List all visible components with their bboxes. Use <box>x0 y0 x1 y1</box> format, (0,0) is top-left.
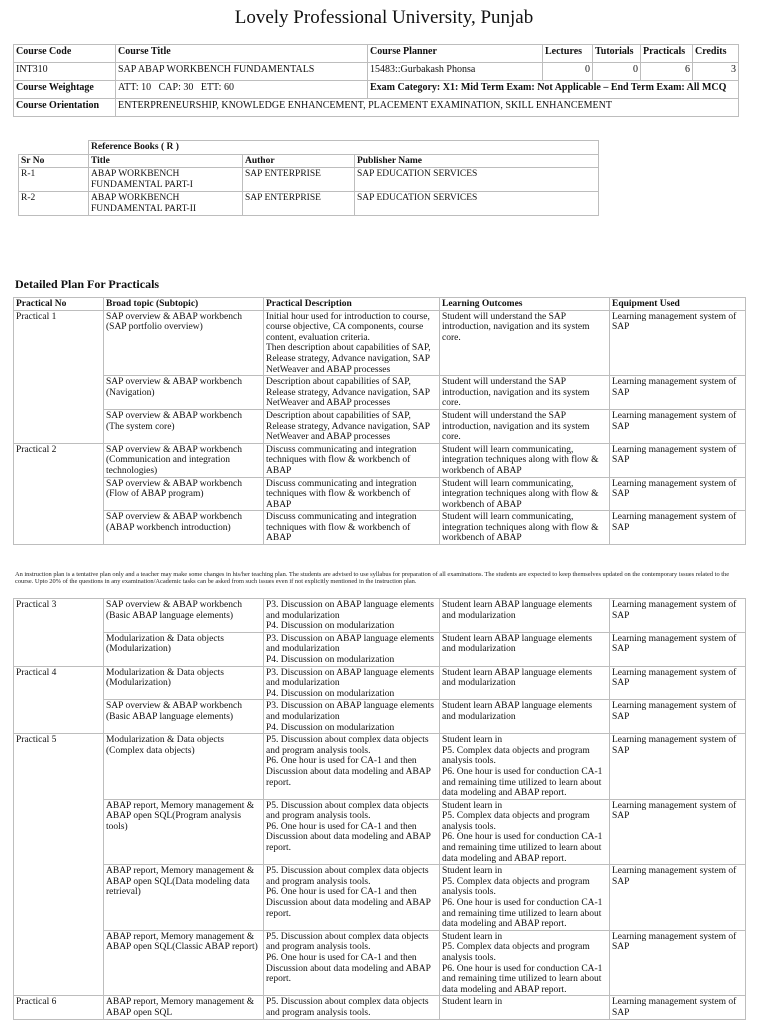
broad-topic-header: Broad topic (Subtopic) <box>104 298 264 311</box>
ref-author: SAP ENTERPRISE <box>243 192 355 216</box>
practical-description: P5. Discussion about complex data objects and program analysis tools. P6. One hour is used for CA-1 and then Discussion about data modeling and ABAP report. <box>264 799 440 865</box>
equipment-used: Learning management system of SAP <box>610 930 746 996</box>
practical-no: Practical 1 <box>14 310 104 443</box>
course-code: INT310 <box>14 63 116 81</box>
course-planner-header: Course Planner <box>368 45 543 63</box>
ref-title: ABAP WORKBENCH FUNDAMENTAL PART-II <box>89 192 243 216</box>
practical-description-header: Practical Description <box>264 298 440 311</box>
practical-description: Discuss communicating and integration techniques with flow & workbench of ABAP <box>264 443 440 477</box>
tutorials-value: 0 <box>593 63 641 81</box>
learning-outcome: Student learn ABAP language elements and modularization <box>440 700 610 734</box>
practicals-header: Practicals <box>641 45 693 63</box>
reference-row <box>19 192 599 216</box>
learning-outcome: Student learn in P5. Complex data objects and program analysis tools. P6. One hour is used for conduction CA-1 and remaining time utilized to learn about data modeling and ABAP report. <box>440 734 610 800</box>
course-orientation-label: Course Orientation <box>14 99 116 117</box>
practical-row <box>14 700 746 734</box>
course-title: SAP ABAP WORKBENCH FUNDAMENTALS <box>116 63 368 81</box>
learning-outcome: Student learn ABAP language elements and modularization <box>440 632 610 666</box>
equipment-used: Learning management system of SAP <box>610 799 746 865</box>
practical-row <box>14 443 746 477</box>
learning-outcome: Student will understand the SAP introduction, navigation and its system core. <box>440 376 610 410</box>
broad-topic: ABAP report, Memory management & ABAP open SQL <box>104 996 264 1019</box>
course-planner: 15483::Gurbakash Phonsa <box>368 63 543 81</box>
practical-description: Discuss communicating and integration techniques with flow & workbench of ABAP <box>264 477 440 511</box>
course-weightage-label: Course Weightage <box>14 81 116 99</box>
ref-publisher: SAP EDUCATION SERVICES <box>355 168 599 192</box>
reference-books-caption: Reference Books ( R ) <box>89 141 599 155</box>
broad-topic: SAP overview & ABAP workbench (ABAP workbench introduction) <box>104 511 264 545</box>
practicals-table-continued <box>13 598 746 1020</box>
equipment-used: Learning management system of SAP <box>610 865 746 931</box>
broad-topic: SAP overview & ABAP workbench (Basic ABAP language elements) <box>104 599 264 633</box>
equipment-used: Learning management system of SAP <box>610 376 746 410</box>
practical-description: P5. Discussion about complex data objects and program analysis tools. P6. One hour is used for CA-1 and then Discussion about data modeling and ABAP report. <box>264 734 440 800</box>
practical-description: P3. Discussion on ABAP language elements and modularization P4. Discussion on modularization <box>264 700 440 734</box>
practical-row <box>14 310 746 376</box>
equipment-used: Learning management system of SAP <box>610 666 746 700</box>
equipment-used: Learning management system of SAP <box>610 996 746 1019</box>
equipment-used: Learning management system of SAP <box>610 409 746 443</box>
exam-category-value: X1: Mid Term Exam: Not Applicable – End Term Exam: All MCQ <box>440 82 727 93</box>
broad-topic: Modularization & Data objects (Modularization) <box>104 632 264 666</box>
credits-value: 3 <box>693 63 739 81</box>
practical-row <box>14 734 746 800</box>
lectures-value: 0 <box>543 63 593 81</box>
learning-outcome: Student learn in P5. Complex data objects and program analysis tools. P6. One hour is used for conduction CA-1 and remaining time utilized to learn about data modeling and ABAP report. <box>440 799 610 865</box>
page-title: Lovely Professional University, Punjab <box>234 7 534 28</box>
practical-description: Description about capabilities of SAP, Release strategy, Advance navigation, SAP NetWeaver and ABAP processes <box>264 409 440 443</box>
lectures-header: Lectures <box>543 45 593 63</box>
reference-books-table <box>18 140 599 216</box>
practicals-value: 6 <box>641 63 693 81</box>
equipment-used: Learning management system of SAP <box>610 511 746 545</box>
tutorials-header: Tutorials <box>593 45 641 63</box>
learning-outcome: Student will learn communicating, integration techniques along with flow & workbench of ABAP <box>440 511 610 545</box>
learning-outcome: Student will understand the SAP introduction, navigation and its system core. <box>440 409 610 443</box>
practical-description: P5. Discussion about complex data objects and program analysis tools. <box>264 996 440 1019</box>
practical-row <box>14 799 746 865</box>
practical-description: P5. Discussion about complex data objects and program analysis tools. P6. One hour is used for CA-1 and then Discussion about data modeling and ABAP report. <box>264 865 440 931</box>
practical-row <box>14 599 746 633</box>
broad-topic: ABAP report, Memory management & ABAP open SQL(Classic ABAP report) <box>104 930 264 996</box>
learning-outcome: Student learn in P5. Complex data objects and program analysis tools. P6. One hour is used for conduction CA-1 and remaining time utilized to learn about data modeling and ABAP report. <box>440 930 610 996</box>
practical-no: Practical 4 <box>14 666 104 734</box>
equipment-used: Learning management system of SAP <box>610 310 746 376</box>
practical-description: Discuss communicating and integration techniques with flow & workbench of ABAP <box>264 511 440 545</box>
course-weightage: ATT: 10 CAP: 30 ETT: 60 <box>116 81 368 99</box>
course-orientation: ENTERPRENEURSHIP, KNOWLEDGE ENHANCEMENT, PLACEMENT EXAMINATION, SKILL ENHANCEMENT <box>116 99 739 117</box>
practical-row <box>14 996 746 1019</box>
broad-topic: SAP overview & ABAP workbench (Navigation) <box>104 376 264 410</box>
learning-outcome: Student learn in <box>440 996 610 1019</box>
practical-description: P5. Discussion about complex data objects and program analysis tools. P6. One hour is used for CA-1 and then Discussion about data modeling and ABAP report. <box>264 930 440 996</box>
broad-topic: Modularization & Data objects (Modularization) <box>104 666 264 700</box>
ref-title-header: Title <box>89 154 243 168</box>
practicals-table <box>13 297 746 545</box>
practical-description: P3. Discussion on ABAP language elements and modularization P4. Discussion on modularization <box>264 666 440 700</box>
equipment-used: Learning management system of SAP <box>610 632 746 666</box>
equipment-used: Learning management system of SAP <box>610 734 746 800</box>
broad-topic: ABAP report, Memory management & ABAP open SQL(Program analysis tools) <box>104 799 264 865</box>
broad-topic: SAP overview & ABAP workbench (The system core) <box>104 409 264 443</box>
practical-no-header: Practical No <box>14 298 104 311</box>
ref-author-header: Author <box>243 154 355 168</box>
equipment-used: Learning management system of SAP <box>610 599 746 633</box>
learning-outcomes-header: Learning Outcomes <box>440 298 610 311</box>
ref-title: ABAP WORKBENCH FUNDAMENTAL PART-I <box>89 168 243 192</box>
instruction-plan-note: An instruction plan is a tentative plan only and a teacher may make some changes in his/her teaching plan. The students are advised to use syllabus for preparation of all examinations. The students are expected to keep themselves updated on the contemporary issues related to the course. Upto 20% of the questions in any examination/Academic tasks can be asked from such issues even if not explicitly mentioned in the instruction plan. <box>15 571 730 586</box>
learning-outcome: Student learn ABAP language elements and modularization <box>440 666 610 700</box>
equipment-used-header: Equipment Used <box>610 298 746 311</box>
ref-sr-no: R-1 <box>19 168 89 192</box>
broad-topic: ABAP report, Memory management & ABAP open SQL(Data modeling data retrieval) <box>104 865 264 931</box>
broad-topic: SAP overview & ABAP workbench (SAP portfolio overview) <box>104 310 264 376</box>
practicals-heading: Detailed Plan For Practicals <box>15 277 160 291</box>
course-title-header: Course Title <box>116 45 368 63</box>
practical-description: P3. Discussion on ABAP language elements and modularization P4. Discussion on modularization <box>264 632 440 666</box>
exam-category <box>368 81 739 99</box>
course-code-header: Course Code <box>14 45 116 63</box>
ref-publisher-header: Publisher Name <box>355 154 599 168</box>
practical-description: Initial hour used for introduction to course, course objective, CA components, course content, evaluation criteria. Then description about capabilities of SAP, Release strategy, Advance navigation, SAP NetWeaver and ABAP processes <box>264 310 440 376</box>
broad-topic: SAP overview & ABAP workbench (Communication and integration technologies) <box>104 443 264 477</box>
equipment-used: Learning management system of SAP <box>610 477 746 511</box>
practical-no: Practical 2 <box>14 443 104 544</box>
practical-row <box>14 376 746 410</box>
credits-header: Credits <box>693 45 739 63</box>
exam-category-label: Exam Category: <box>370 82 441 93</box>
course-info-table <box>13 44 739 117</box>
practical-row <box>14 409 746 443</box>
ref-sr-header: Sr No <box>19 154 89 168</box>
equipment-used: Learning management system of SAP <box>610 700 746 734</box>
practical-row <box>14 477 746 511</box>
practical-no: Practical 5 <box>14 734 104 996</box>
equipment-used: Learning management system of SAP <box>610 443 746 477</box>
ref-author: SAP ENTERPRISE <box>243 168 355 192</box>
learning-outcome: Student will learn communicating, integration techniques along with flow & workbench of ABAP <box>440 443 610 477</box>
practical-row <box>14 666 746 700</box>
practical-row <box>14 865 746 931</box>
broad-topic: SAP overview & ABAP workbench (Flow of ABAP program) <box>104 477 264 511</box>
broad-topic: Modularization & Data objects (Complex data objects) <box>104 734 264 800</box>
learning-outcome: Student will understand the SAP introduction, navigation and its system core. <box>440 310 610 376</box>
practical-description: Description about capabilities of SAP, Release strategy, Advance navigation, SAP NetWeaver and ABAP processes <box>264 376 440 410</box>
practical-description: P3. Discussion on ABAP language elements and modularization P4. Discussion on modularization <box>264 599 440 633</box>
learning-outcome: Student learn ABAP language elements and modularization <box>440 599 610 633</box>
practical-row <box>14 511 746 545</box>
practical-row <box>14 930 746 996</box>
ref-publisher: SAP EDUCATION SERVICES <box>355 192 599 216</box>
practical-row <box>14 632 746 666</box>
practical-no: Practical 6 <box>14 996 104 1019</box>
broad-topic: SAP overview & ABAP workbench (Basic ABAP language elements) <box>104 700 264 734</box>
learning-outcome: Student learn in P5. Complex data objects and program analysis tools. P6. One hour is used for conduction CA-1 and remaining time utilized to learn about data modeling and ABAP report. <box>440 865 610 931</box>
ref-sr-no: R-2 <box>19 192 89 216</box>
reference-row <box>19 168 599 192</box>
practical-no: Practical 3 <box>14 599 104 667</box>
learning-outcome: Student will learn communicating, integration techniques along with flow & workbench of ABAP <box>440 477 610 511</box>
